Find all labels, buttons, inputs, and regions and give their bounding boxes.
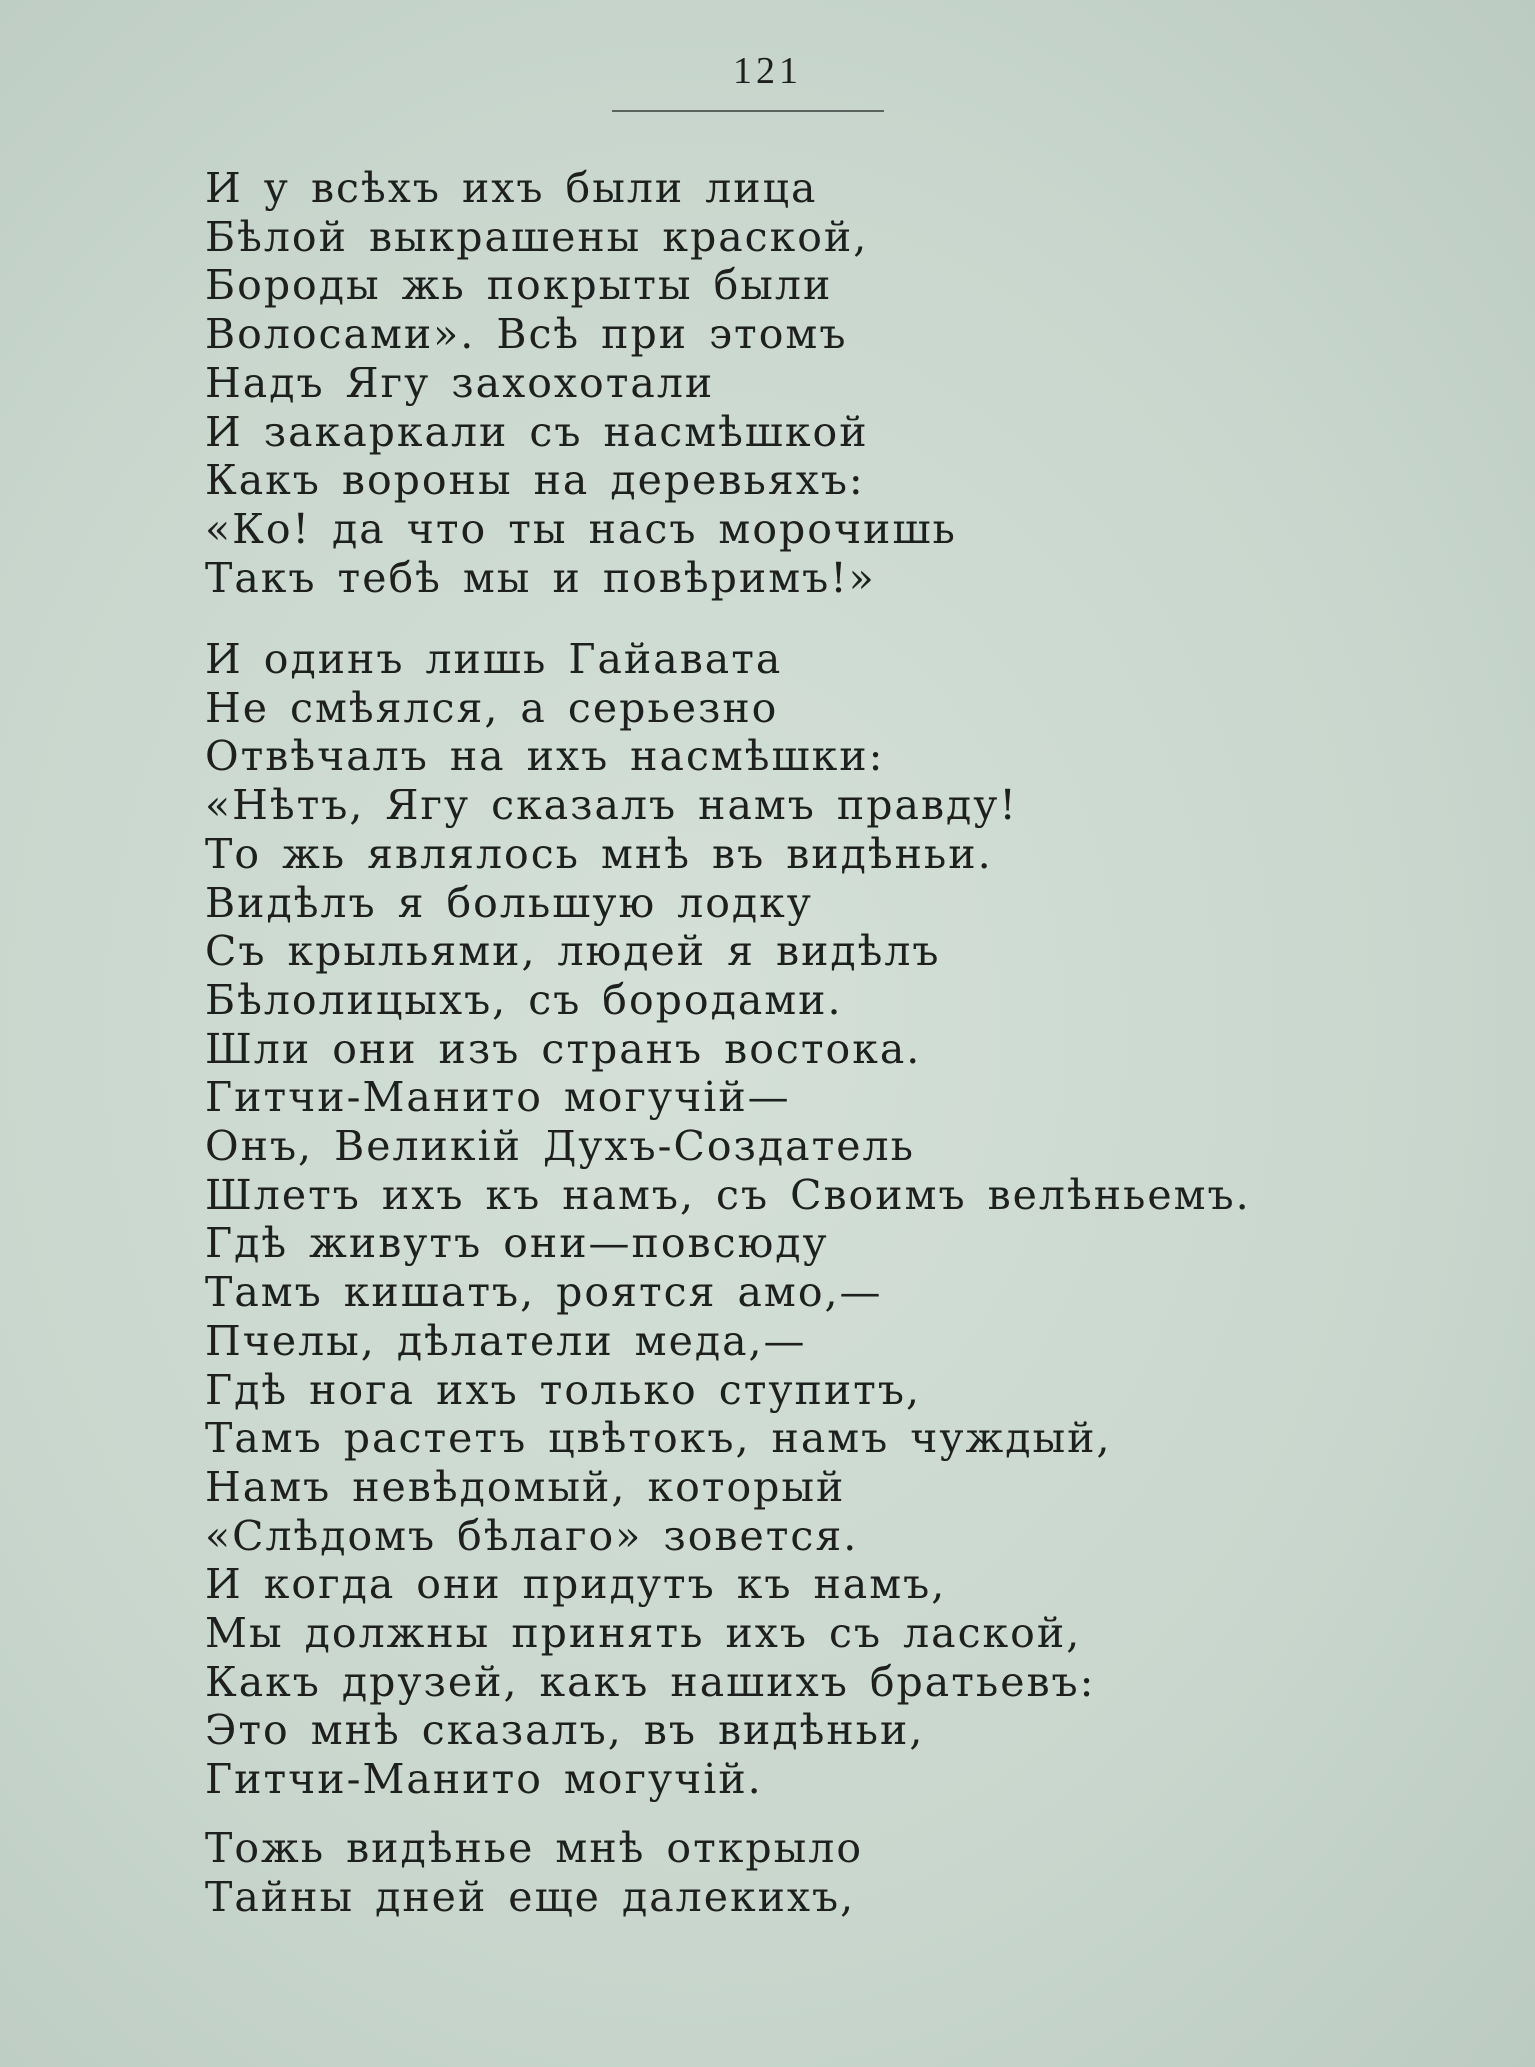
poem-line: Какъ друзей, какъ нашихъ братьевъ: bbox=[205, 1657, 1096, 1706]
poem-line: Шлетъ ихъ къ намъ, съ Своимъ велѣньемъ. bbox=[205, 1170, 1251, 1219]
poem-line: Онъ, Великій Духъ-Создатель bbox=[205, 1122, 915, 1171]
poem-line: Волосами». Всѣ при этомъ bbox=[205, 310, 848, 359]
poem-line: И когда они придутъ къ намъ, bbox=[205, 1560, 947, 1609]
poem-line: Бѣлолицыхъ, съ бородами. bbox=[205, 975, 843, 1024]
poem-line: «Ко! да что ты насъ морочишь bbox=[205, 504, 957, 553]
poem-line: Не смѣялся, а серьезно bbox=[205, 683, 779, 732]
stanza bbox=[205, 635, 1251, 1804]
poem-line: И одинъ лишь Гайавата bbox=[205, 635, 783, 683]
stanza bbox=[205, 1824, 863, 1921]
poem-line: Надъ Ягу захохотали bbox=[205, 358, 715, 407]
poem-line: И у всѣхъ ихъ были лица bbox=[205, 164, 818, 212]
poem-line: Съ крыльями, людей я видѣлъ bbox=[205, 927, 941, 976]
poem-line: Какъ вороны на деревьяхъ: bbox=[205, 456, 865, 505]
poem-line: Гдѣ нога ихъ только ступитъ, bbox=[205, 1365, 921, 1414]
poem-line: «Нѣтъ, Ягу сказалъ намъ правду! bbox=[205, 781, 1018, 830]
poem-line: Бороды жь покрыты были bbox=[205, 261, 833, 310]
header-rule bbox=[612, 110, 884, 112]
stanza bbox=[205, 164, 957, 602]
poem-line: Намъ невѣдомый, который bbox=[205, 1462, 846, 1511]
poem-line: Гитчи-Манито могучій— bbox=[205, 1073, 791, 1122]
poem-line: Это мнѣ сказалъ, въ видѣньи, bbox=[205, 1706, 925, 1755]
poem-line: Мы должны принять ихъ съ лаской, bbox=[205, 1609, 1082, 1658]
poem-line: Тайны дней еще далекихъ, bbox=[205, 1872, 856, 1921]
poem-line: Пчелы, дѣлатели меда,— bbox=[205, 1316, 807, 1365]
poem-line: Тожь видѣнье мнѣ открыло bbox=[205, 1824, 863, 1872]
poem-line: Шли они изъ странъ востока. bbox=[205, 1024, 922, 1073]
poem-line: Такъ тебѣ мы и повѣримъ!» bbox=[205, 553, 876, 602]
poem-line: То жь являлось мнѣ въ видѣньи. bbox=[205, 829, 993, 878]
poem-line: «Слѣдомъ бѣлаго» зовется. bbox=[205, 1511, 859, 1560]
poem-line: Тамъ растетъ цвѣтокъ, намъ чуждый, bbox=[205, 1414, 1112, 1463]
poem-line: Отвѣчалъ на ихъ насмѣшки: bbox=[205, 732, 885, 781]
page-number: 121 bbox=[733, 50, 802, 92]
poem-line: И закаркали съ насмѣшкой bbox=[205, 407, 869, 456]
poem-line: Гитчи-Манито могучій. bbox=[205, 1755, 763, 1804]
poem-line: Гдѣ живутъ они—повсюду bbox=[205, 1219, 829, 1268]
poem-line: Тамъ кишатъ, роятся амо,— bbox=[205, 1268, 883, 1317]
poem-line: Видѣлъ я большую лодку bbox=[205, 878, 813, 927]
poem-line: Бѣлой выкрашены краской, bbox=[205, 212, 869, 261]
